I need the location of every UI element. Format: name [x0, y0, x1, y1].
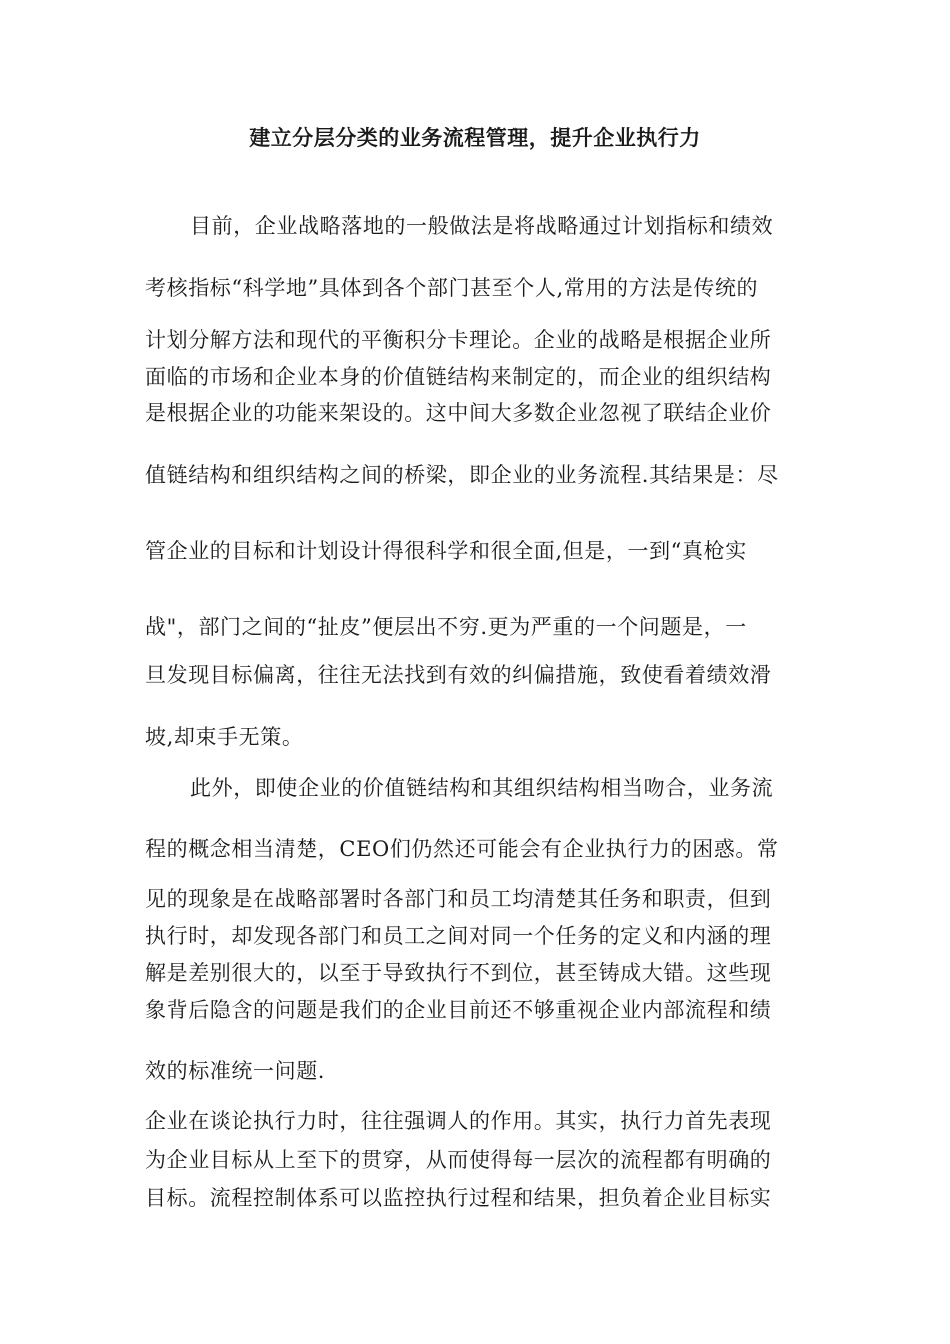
- paragraph-line: 是根据企业的功能来架设的。这中间大多数企业忽视了联结企业价: [145, 401, 772, 425]
- paragraph-line: 目标。流程控制体系可以监控执行过程和结果，担负着企业目标实: [145, 1186, 772, 1210]
- document-title: 建立分层分类的业务流程管理，提升企业执行力: [249, 125, 701, 150]
- paragraph-line: 效的标准统一问题.: [145, 1059, 326, 1083]
- paragraph-line: 值链结构和组织结构之间的桥梁，即企业的业务流程.其结果是：尽: [145, 463, 779, 487]
- paragraph-line: 解是差别很大的，以至于导致执行不到位，甚至铸成大错。这些现: [145, 961, 772, 985]
- paragraph-line: 面临的市场和企业本身的价值链结构来制定的，而企业的组织结构: [145, 365, 772, 389]
- paragraph-line: 此外，即使企业的价值链结构和其组织结构相当吻合，业务流: [190, 776, 774, 800]
- paragraph-line: 程的概念相当清楚，CEO们仍然还可能会有企业执行力的困惑。常: [145, 837, 779, 861]
- paragraph-line: 考核指标“科学地”具体到各个部门甚至个人,常用的方法是传统的: [145, 276, 759, 300]
- paragraph-line: 执行时，却发现各部门和员工之间对同一个任务的定义和内涵的理: [145, 924, 772, 948]
- paragraph-line: 管企业的目标和计划设计得很科学和很全面,但是，一到“真枪实: [145, 539, 747, 563]
- paragraph-line: 旦发现目标偏离，往往无法找到有效的纠偏措施，致使看着绩效滑: [145, 663, 772, 687]
- paragraph-line: 为企业目标从上至下的贯穿，从而使得每一层次的流程都有明确的: [145, 1148, 772, 1172]
- paragraph-line: 象背后隐含的问题是我们的企业目前还不够重视企业内部流程和绩: [145, 998, 772, 1022]
- paragraph-line: 见的现象是在战略部署时各部门和员工均清楚其任务和职责，但到: [145, 887, 772, 911]
- paragraph-line: 计划分解方法和现代的平衡积分卡理论。企业的战略是根据企业所: [145, 328, 772, 352]
- paragraph-line: 战"，部门之间的“扯皮”便层出不穷.更为严重的一个问题是，一: [145, 615, 747, 639]
- paragraph-line: 企业在谈论执行力时，往往强调人的作用。其实，执行力首先表现: [145, 1109, 772, 1133]
- paragraph-line: 坡,却束手无策。: [145, 725, 304, 749]
- paragraph-line: 目前，企业战略落地的一般做法是将战略通过计划指标和绩效: [190, 214, 774, 238]
